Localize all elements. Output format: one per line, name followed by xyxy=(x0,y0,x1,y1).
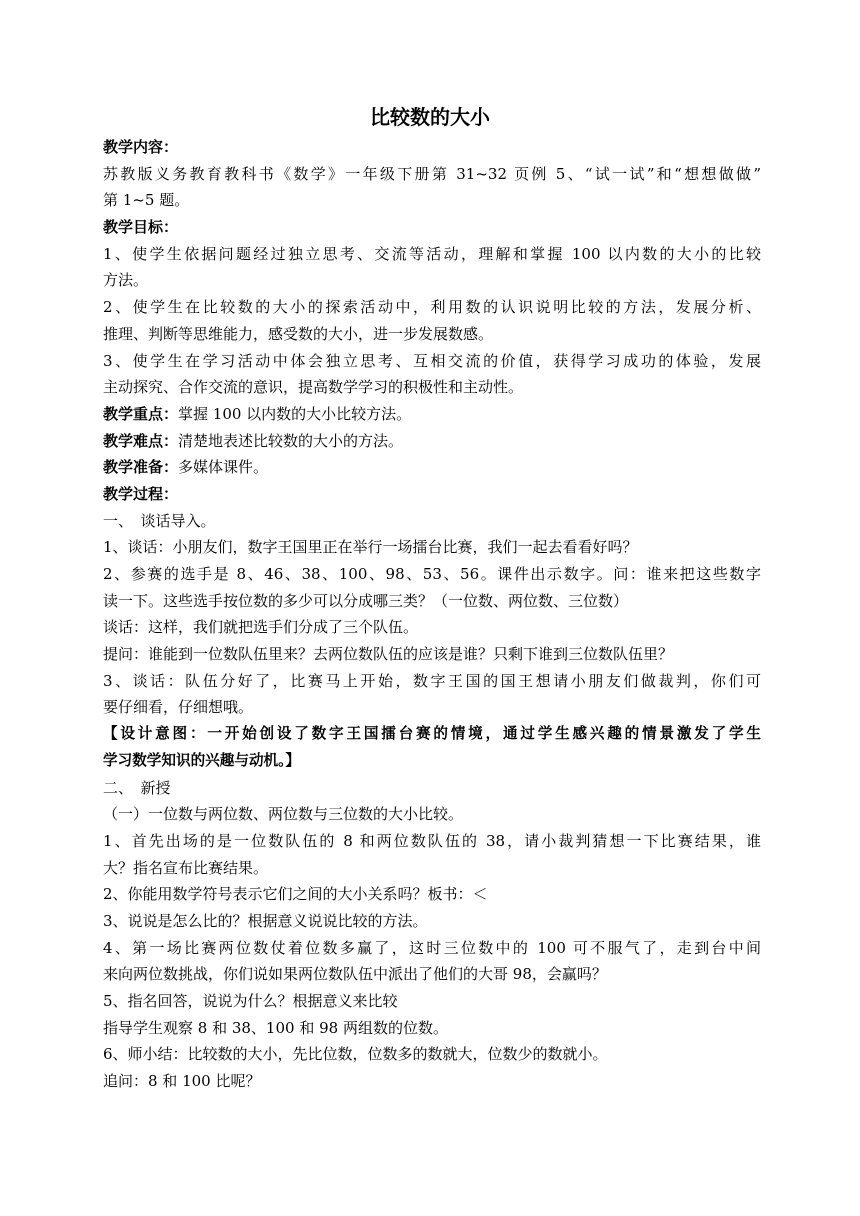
s2-item-5: 5、指名回答，说说为什么？根据意义来比较 xyxy=(103,992,398,1010)
goal-1-line-1: 1、使学生依据问题经过独立思考、交流等活动，理解和掌握 100 以内数的大小的比较 xyxy=(103,244,761,263)
key-point-label: 教学重点： xyxy=(103,404,179,423)
s2-item-6: 6、师小结：比较数的大小，先比位数，位数多的数就大，位数少的数就小。 xyxy=(103,1045,608,1064)
s1-item-2-line-2: 读一下。这些选手按位数的多少可以分成哪三类？（一位数、两位数、三位数） xyxy=(103,591,629,610)
section-2-heading: 二、 新授 xyxy=(103,778,171,797)
s2-item-4-line-1: 4、第一场比赛两位数仗着位数多赢了，这时三位数中的 100 可不服气了，走到台中间 xyxy=(103,938,761,957)
page-title: 比较数的大小 xyxy=(370,105,490,129)
s2-guide: 指导学生观察 8 和 38、100 和 98 两组数的位数。 xyxy=(103,1018,448,1037)
content-line-2: 第 1~5 题。 xyxy=(103,191,190,210)
s2-item-1-line-1: 1、首先出场的是一位数队伍的 8 和两位数队伍的 38，请小裁判猜想一下比赛结果，谁 xyxy=(103,831,761,850)
goal-3-line-2: 主动探究、合作交流的意识，提高数学学习的积极性和主动性。 xyxy=(103,378,524,397)
content-line-1: 苏教版义务教育教科书《数学》一年级下册第 31~32 页例 5、“试一试”和“想想做做” xyxy=(103,164,761,183)
goal-3-line-1: 3、使学生在学习活动中体会独立思考、互相交流的价值，获得学习成功的体验，发展 xyxy=(103,351,761,370)
key-point-text: 掌握 100 以内数的大小比较方法。 xyxy=(178,404,412,423)
preparation-label: 教学准备： xyxy=(103,458,179,477)
s1-item-1: 1、谈话：小朋友们，数字王国里正在举行一场擂台比赛，我们一起去看看好吗？ xyxy=(103,538,638,557)
goal-1-line-2: 方法。 xyxy=(103,271,149,290)
s1-talk: 谈话：这样，我们就把选手们分成了三个队伍。 xyxy=(103,618,419,637)
s2-item-3: 3、说说是怎么比的？根据意义说说比较的方法。 xyxy=(103,911,428,930)
s2-follow-up: 追问：8 和 100 比呢？ xyxy=(103,1072,261,1091)
content-heading: 教学内容： xyxy=(103,138,179,156)
preparation-text: 多媒体课件。 xyxy=(178,458,269,477)
design-intent-line-2: 学习数学知识的兴趣与动机。】 xyxy=(103,751,301,769)
goal-2-line-2: 推理、判断等思维能力，感受数的大小，进一步发展数感。 xyxy=(103,324,494,343)
s1-ask: 提问：谁能到一位数队伍里来？去两位数队伍的应该是谁？只剩下谁到三位数队伍里？ xyxy=(103,645,674,664)
preparation xyxy=(103,454,761,481)
lesson-body xyxy=(103,134,761,1095)
goal-2-line-1: 2、使学生在比较数的大小的探索活动中，利用数的认识说明比较的方法，发展分析、 xyxy=(103,298,761,317)
s2-item-4-line-2: 来向两位数挑战，你们说如果两位数队伍中派出了他们的大哥 98，会赢吗？ xyxy=(103,965,607,984)
s1-item-3-line-2: 要仔细看，仔细想哦。 xyxy=(103,698,254,717)
key-point xyxy=(103,401,761,428)
s1-item-2-line-1: 2、参赛的选手是 8、46、38、100、98、53、56。课件出示数字。问：谁来把这些数字 xyxy=(103,565,761,583)
design-intent-line-1: 【设计意图：一开始创设了数字王国擂台赛的情境，通过学生感兴趣的情景激发了学生 xyxy=(103,725,761,743)
s2-item-1-line-2: 大？指名宣布比赛结果。 xyxy=(103,858,269,877)
section-1-heading: 一、 谈话导入。 xyxy=(103,511,216,530)
goals-heading: 教学目标： xyxy=(103,218,179,237)
subsection-1-heading: （一）一位数与两位数、两位数与三位数的大小比较。 xyxy=(103,805,464,824)
s2-item-2: 2、你能用数学符号表示它们之间的大小关系吗？板书：＜ xyxy=(103,885,488,904)
process-heading: 教学过程： xyxy=(103,484,179,503)
s1-item-3-line-1: 3、谈话：队伍分好了，比赛马上开始，数字王国的国王想请小朋友们做裁判，你们可 xyxy=(103,671,761,690)
difficulty xyxy=(103,428,761,455)
difficulty-label: 教学难点： xyxy=(103,431,179,450)
difficulty-text: 清楚地表述比较数的大小的方法。 xyxy=(178,431,404,450)
